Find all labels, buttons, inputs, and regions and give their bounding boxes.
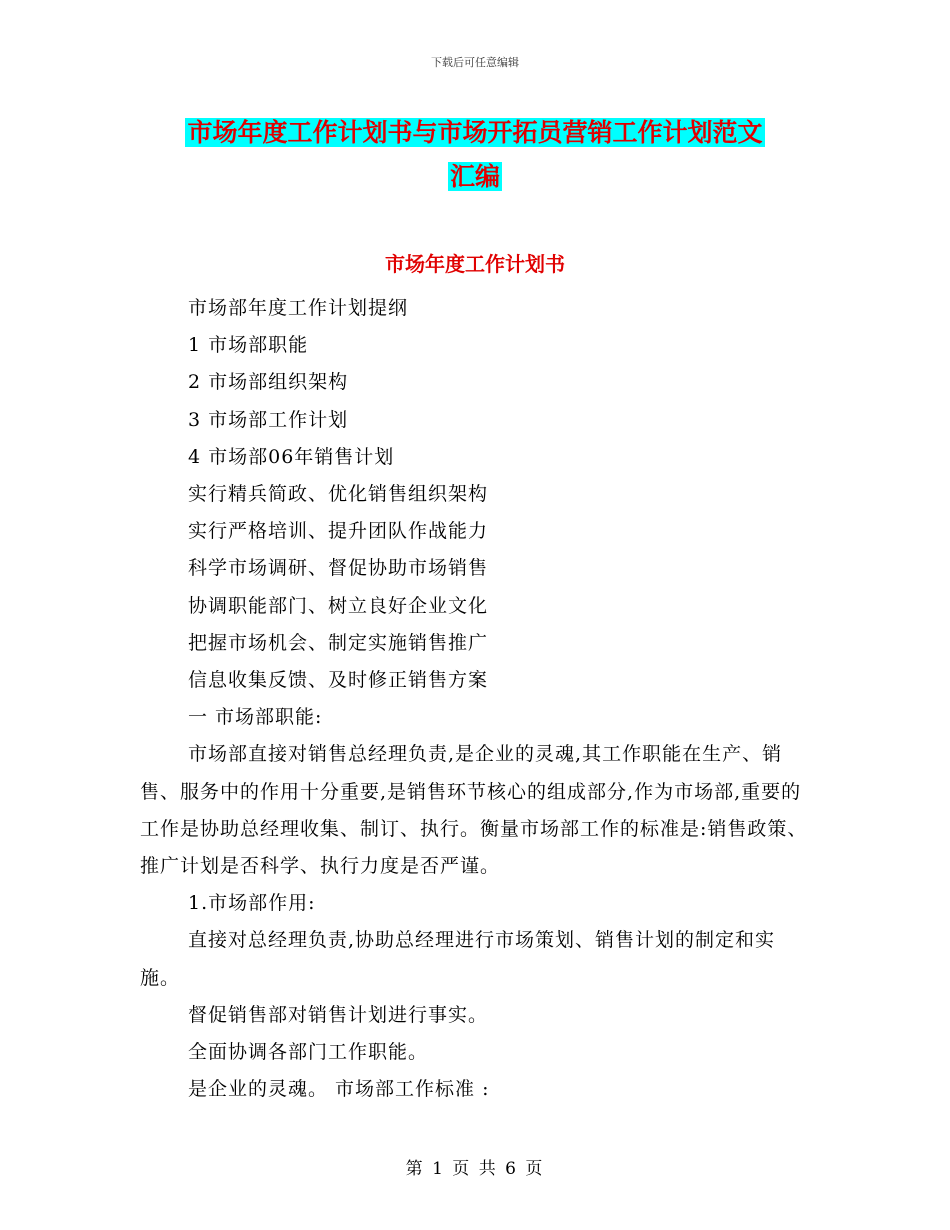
page-footer: 第 1 页 共 6 页 (405, 1159, 545, 1179)
document-title (140, 111, 810, 199)
document-body (140, 290, 810, 1108)
paragraph: 市场部直接对销售总经理负责,是企业的灵魂,其工作职能在生产、销售、服务中的作用十分重要,是销售环节核心的组成部分,作为市场部,重要的工作是协助总经理收集、制订、执行。衡量市场部工作的标准是:销售政策、推广计划是否科学、执行力度是否严谨。 (140, 743, 808, 878)
paragraph: 直接对总经理负责,协助总经理进行市场策划、销售计划的制定和实施。 (140, 929, 776, 989)
paragraph: 协调职能部门、树立良好企业文化 (188, 594, 489, 617)
paragraph: 是企业的灵魂。 市场部工作标准 : (188, 1078, 490, 1101)
paragraph: 科学市场调研、督促协助市场销售 (188, 557, 489, 580)
document-title-line2: 汇编 (449, 162, 500, 191)
paragraph: 信息收集反馈、及时修正销售方案 (188, 669, 489, 692)
paragraph: 市场部年度工作计划提纲 (188, 297, 409, 319)
section-title: 市场年度工作计划书 (385, 252, 565, 276)
paragraph: 实行严格培训、提升团队作战能力 (188, 520, 489, 543)
paragraph: 2 市场部组织架构 (188, 371, 349, 394)
paragraph: 实行精兵简政、优化销售组织架构 (188, 483, 489, 506)
paragraph: 督促销售部对销售计划进行事实。 (188, 1003, 489, 1026)
document-title-line1: 市场年度工作计划书与市场开拓员营销工作计划范文 (187, 118, 763, 147)
paragraph: 全面协调各部门工作职能。 (188, 1041, 429, 1064)
header-note: 下载后可任意编辑 (431, 56, 519, 69)
paragraph: 4 市场部06年销售计划 (188, 445, 395, 468)
paragraph: 把握市场机会、制定实施销售推广 (188, 631, 489, 654)
paragraph: 1 市场部职能 (188, 334, 309, 357)
paragraph: 1.市场部作用: (188, 892, 316, 915)
paragraph: 一 市场部职能: (188, 706, 323, 729)
paragraph: 3 市场部工作计划 (188, 408, 349, 431)
